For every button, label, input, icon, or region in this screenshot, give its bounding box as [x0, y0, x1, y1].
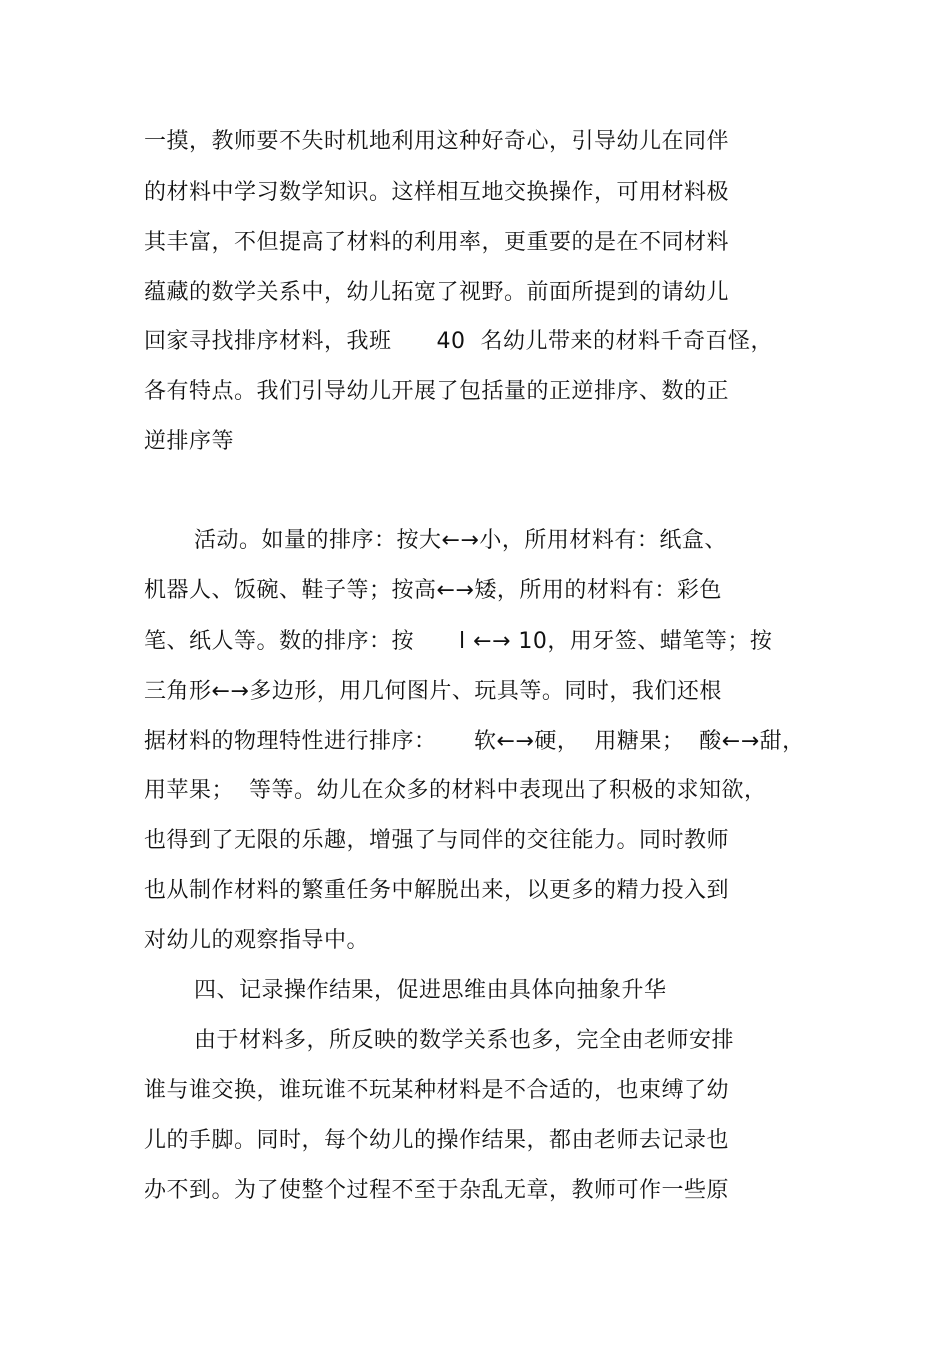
text-line: 由于材料多，所反映的数学关系也多，完全由老师安排: [194, 1028, 735, 1053]
text-line: 儿的手脚。同时，每个幼儿的操作结果，都由老师去记录也: [144, 1128, 730, 1153]
section-heading: 四、记录操作结果，促进思维由具体向抽象升华: [194, 978, 667, 1003]
text-line: 回家寻找排序材料，我班 40 名幼儿带来的材料千奇百怪，: [144, 329, 773, 354]
text-line: 谁与谁交换，谁玩谁不玩某种材料是不合适的，也束缚了幼: [144, 1078, 730, 1103]
text-line: 活动。如量的排序：按大←→小，所用材料有：纸盒、: [194, 528, 727, 553]
text-line: 的材料中学习数学知识。这样相互地交换操作，可用材料极: [144, 180, 730, 205]
text-line: 对幼儿的观察指导中。: [144, 928, 370, 953]
text-line: 三角形←→多边形，用几何图片、玩具等。同时，我们还根: [144, 679, 722, 704]
text-line: 一摸，教师要不失时机地利用这种好奇心，引导幼儿在同伴: [144, 129, 730, 154]
text-line: 蕴藏的数学关系中，幼儿拓宽了视野。前面所提到的请幼儿: [144, 280, 730, 305]
text-line: 逆排序等: [144, 429, 235, 454]
text-line: 笔、纸人等。数的排序：按 l ←→ 10，用牙签、蜡笔等；按: [144, 629, 773, 654]
text-line: 各有特点。我们引导幼儿开展了包括量的正逆排序、数的正: [144, 379, 730, 404]
text-line: 其丰富，不但提高了材料的利用率，更重要的是在不同材料: [144, 230, 730, 255]
text-line: 也得到了无限的乐趣，增强了与同伴的交往能力。同时教师: [144, 828, 730, 853]
text-line: 办不到。为了使整个过程不至于杂乱无章，教师可作一些原: [144, 1178, 730, 1203]
text-line: 据材料的物理特性进行排序： 软←→硬， 用糖果； 酸←→甜，: [144, 729, 805, 754]
text-line: 也从制作材料的繁重任务中解脱出来，以更多的精力投入到: [144, 878, 730, 903]
text-line: 机器人、饭碗、鞋子等；按高←→矮，所用的材料有：彩色: [144, 578, 722, 603]
text-line: 用苹果； 等等。幼儿在众多的材料中表现出了积极的求知欲，: [144, 778, 767, 803]
